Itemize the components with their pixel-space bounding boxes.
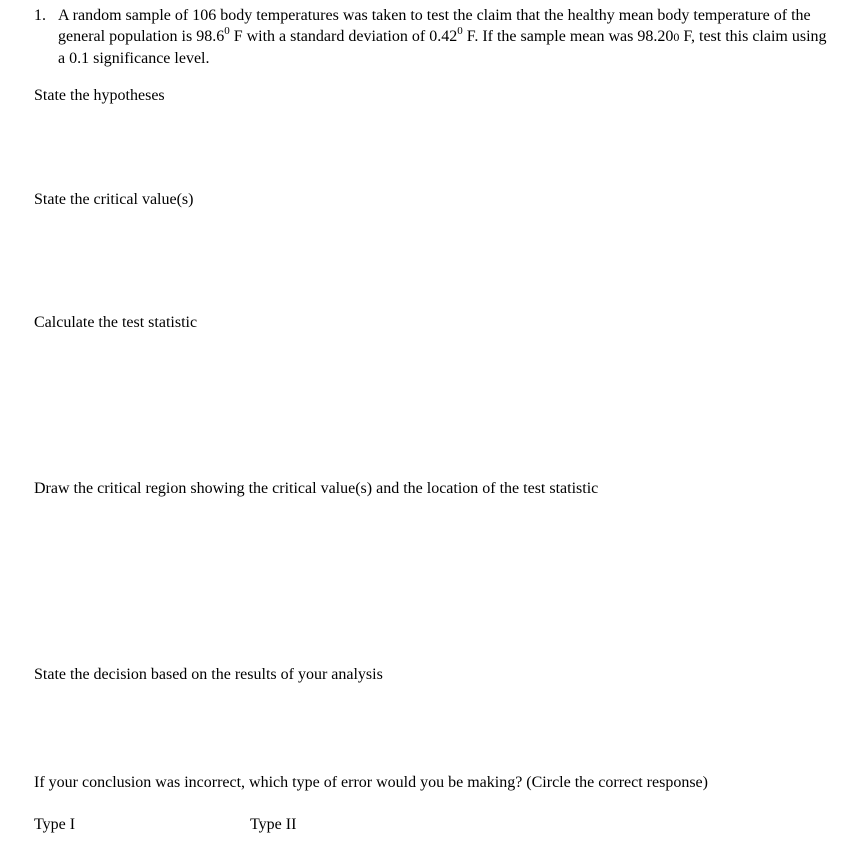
problem-statement (34, 5, 834, 69)
prompt-error-type: If your conclusion was incorrect, which type of error would you be making? (Circle the correct response) (34, 774, 708, 791)
degree-mark-1: 0 (224, 25, 230, 37)
prompt-critical-values: State the critical value(s) (34, 191, 194, 208)
prompt-critical-region: Draw the critical region showing the critical value(s) and the location of the test statistic (34, 480, 599, 497)
problem-text-part2: F with a standard deviation of 0.42 (229, 28, 458, 45)
prompt-decision: State the decision based on the results of your analysis (34, 666, 383, 683)
problem-text-part4: F, test this claim using a 0.1 significance level. (58, 28, 827, 67)
degree-mark-2: 0 (457, 25, 463, 37)
prompt-test-statistic: Calculate the test statistic (34, 314, 198, 331)
problem-text (58, 5, 834, 69)
prompt-hypotheses: State the hypotheses (34, 87, 165, 104)
problem-text-part1: A random sample of 106 body temperatures was taken to test the claim that the healthy mean body temperature of the general population is 98.6 (58, 7, 811, 45)
choice-type-one[interactable]: Type I (34, 816, 76, 833)
degree-mark-3: 0 (673, 30, 680, 44)
problem-text-part3: F. If the sample mean was 98.20 (462, 28, 674, 45)
choice-type-two[interactable]: Type II (250, 816, 297, 833)
problem-number: 1. (34, 7, 46, 24)
